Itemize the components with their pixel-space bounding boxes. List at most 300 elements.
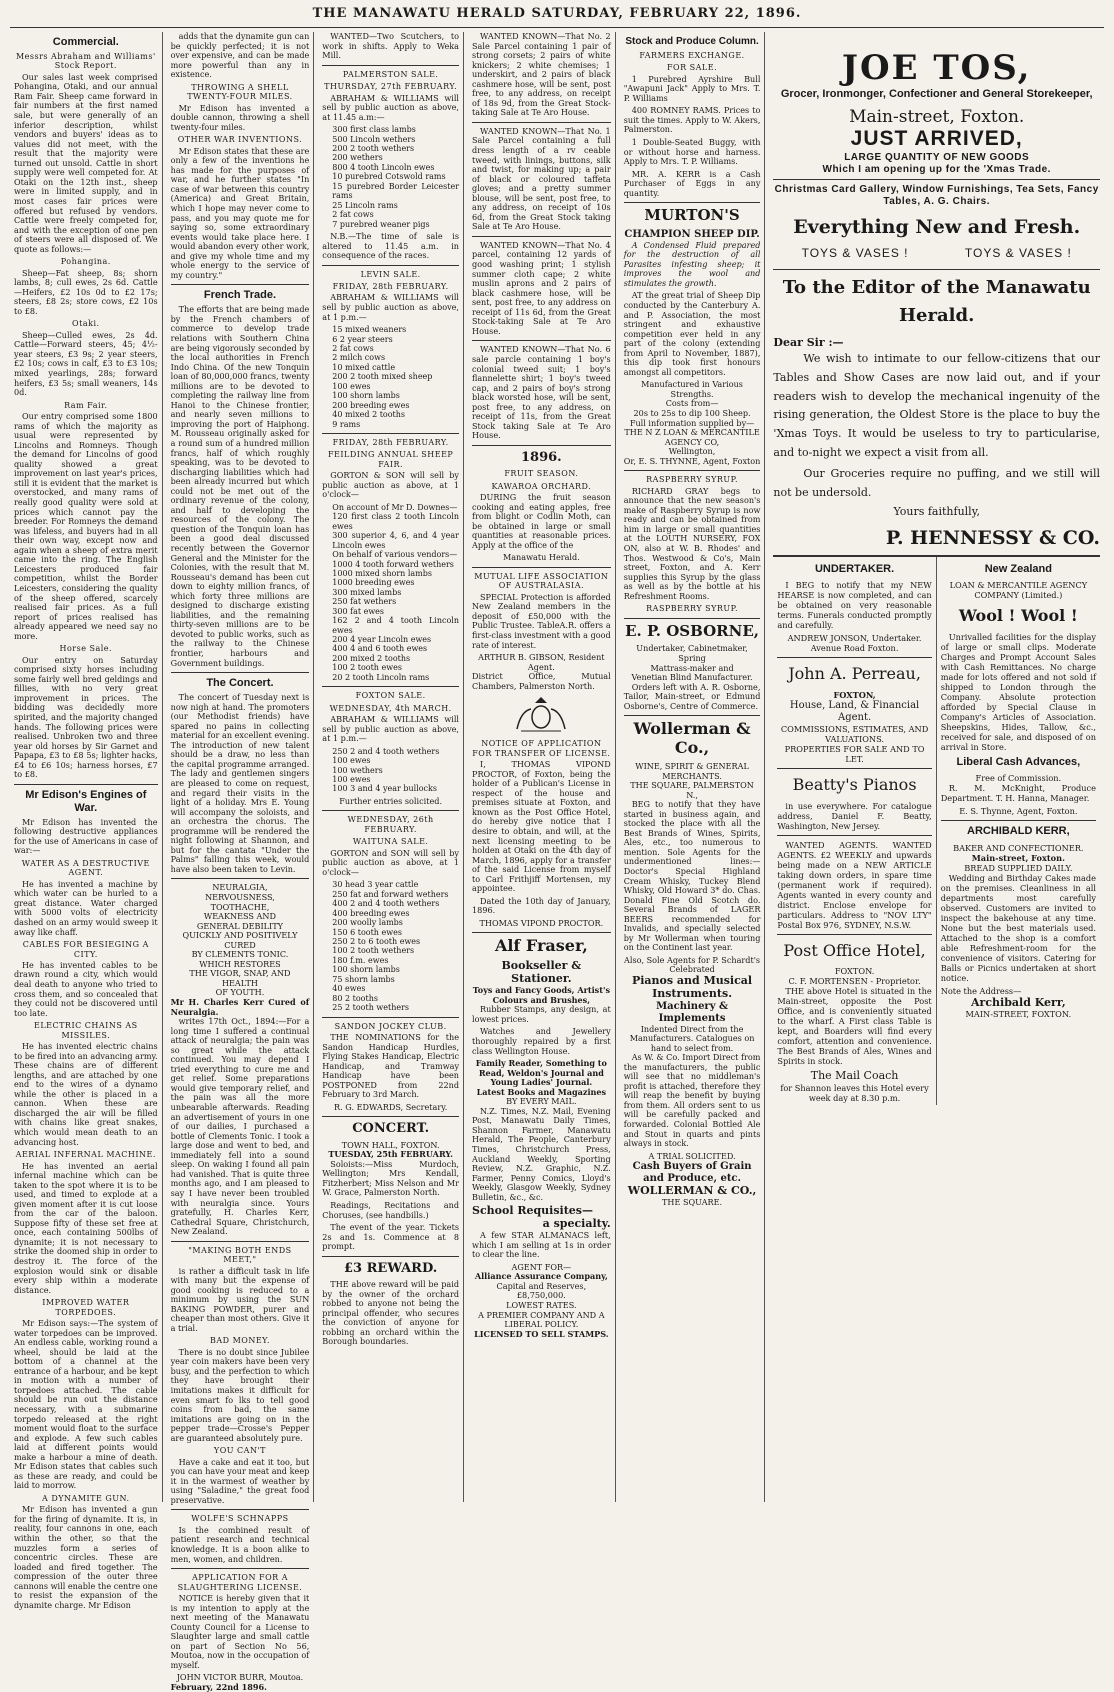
divider [624,202,761,203]
wollerman-head: Wollerman & Co., [633,719,751,758]
sale-ayrshire: 1 Purebred Ayrshire Bull "Awapuni Jack" Apply to Mrs. T. P. Williams [623,73,761,103]
divider [624,470,761,471]
divider [472,236,611,237]
clements-line: BY CLEMENTS TONIC. [191,949,289,960]
agent-company: Alliance Assurance Company, [474,1271,608,1282]
sale-buggy: 1 Double-Seated Buggy, with or without horse and harness. Apply to Mrs. T. P. Williams. [623,136,761,167]
notice-text: I, THOMAS VIPOND PROCTOR, of Foxton, being the holder of a Publican's License in respect of the house and premises situate at Foxton, and known as the Post Office Hotel, do hereby give notice that I desire to obtain, and will, at the next licensing meeting to be holden at Otaki on the 4th day of March, 1896, apply for a transfer of the said License from myself to Carl Frithjiff Mortensen, my appointee. [472,759,611,894]
mail-coach-text: for Shannon leaves this Hotel every week day at 8.30 p.m. [780,1082,929,1103]
divider [322,1116,459,1117]
concert-head: CONCERT. [352,1121,430,1137]
post-office-text: THE above Hotel is situated in the Main-street, opposite the Post Office, and is conveniently situated to the wharf. A First class Table is kept, and Boarders will find every comfort, attention and convenience. The Best Brands of Ales, Wines and Spirits in stock. [777,986,932,1067]
list-item: 250 fat wethers [332,597,397,607]
gun-text: Mr Edison has invented a gun for the firing of dynamite. It is, in reality, four cannons in one, each within the other, so that the muzzles form a series of concentric circles. These are loaded and fired together. The compression of the outer three cannons will enable the centre one to resist the expansion of the dynamite charge. Mr Edison [14,1504,158,1610]
list-item: 1000 breeding ewes [332,578,415,588]
agent-rates: LOWEST RATES. [506,1300,577,1311]
beatty-text: in use everywhere. For catalogue address, Daniel F. Beatty, Washington, New Jersey. [777,800,932,831]
divider [171,1568,310,1569]
list-item: 400 4 and 6 tooth ewes [332,644,428,654]
alf-mail: BY EVERY MAIL. [506,1096,577,1107]
shell-text: Mr Edison has invented a double cannon, throwing a shell twenty-four miles. [170,102,310,132]
chains-head: ELECTRIC CHAINS AS MISSILES. [33,1021,138,1040]
clements-line: NEURALGIA, [212,882,268,893]
kerr-text: Wedding and Birthday Cakes made on the premises. Cleanliness in all departments most carefully observed. Customers are invited to inspect the bakehouse at any time. None but the best materials used. Attached to the shop is a comfort able Refreshment-room for the convenience of visitors. Catering for Balls or Picnics undertaken at short notice. [940,872,1096,983]
kerr-eggs: MR. A. KERR is a Cash Purchaser of Eggs in any quantity. [623,168,761,198]
perreau-prop: PROPERTIES FOR SALE AND TO LET. [784,744,925,765]
divider [322,686,459,687]
column-5 [620,32,766,1502]
christmas-gallery: Christmas Card Gallery, Window Furnishings, Tea Sets, Fancy Tables, A. G. Chairs. [774,184,1099,208]
toys-vases-right: TOYS & VASES ! [964,246,1072,261]
list-item: 100 ewes [332,381,371,391]
perreau-text: House, Land, & Financial Agent. [789,700,920,724]
commercial-title: Commercial. [52,36,119,48]
palmerston-list [332,125,459,229]
post-office-place: FOXTON. [834,966,875,977]
divider [322,1256,459,1257]
kerr-sub: BAKER AND CONFECTIONER. [953,842,1084,853]
list-item: 200 4 year Lincoln ewes [332,635,432,645]
divider [773,179,1100,180]
joe-tos-trade: Grocer, Ironmonger, Confectioner and General Storekeeper, [780,88,1093,101]
osborne-line2: Mattrass-maker and [650,662,734,673]
list-item: 250 2 and 4 tooth wethers [332,746,440,756]
wollerman-cash: Cash Buyers of Grain and Produce, etc. [632,1161,752,1185]
concert-soloists: Soloists:—Miss Murdoch, Wellington; Mrs Kendall, Fitzherbert; Miss Nelson and Mr W. Grace, Palmerston North. [322,1158,460,1198]
kerr-addr: Main-street, Foxton. [971,852,1065,863]
perreau-head: John A. Perreau, [788,664,921,684]
mutual-head: MUTUAL LIFE ASSOCIATION OF AUSTRALASIA. [474,571,609,591]
list-item: 2 fat cows [332,344,374,353]
wollerman-machinery-text: Indented Direct from the Manufacturers. Catalogues on hand to select from. [629,1023,755,1053]
post-office-head: Post Office Hotel, [783,940,926,960]
divider [171,1509,310,1510]
farmers-exchange: FARMERS EXCHANGE. [639,50,745,60]
agent-head: AGENT FOR— [511,1261,572,1272]
slaughter-sig: JOHN VICTOR BURR, Moutoa. [176,1672,304,1683]
column-4 [468,32,616,1502]
undertaker-text: I BEG to notify that my NEW HEARSE is now completed, and can be obtained on very reasonable terms. Funerals conducted promptly and carefully. [777,580,932,631]
list-item: 15 mixed weaners [332,325,407,335]
divider [624,715,761,716]
list-item: 25 Lincoln rams [332,200,398,210]
list-item: 40 mixed 2 tooths [332,410,406,420]
for-sale: FOR SALE. [666,63,718,73]
waituna-date: WEDNESDAY, 26th FEBRUARY. [347,815,434,834]
lower-right [937,557,1100,1105]
alf-fraser-sub: Bookseller & Stationer. [501,959,582,986]
list-item: 2 milch cows [332,353,386,363]
divider [171,672,310,673]
divider [322,1017,459,1018]
wolfe-text: Is the combined result of patient research and technical knowledge. It is a boon alike to men, women, and children. [170,1524,310,1564]
nz-text: Unrivalled facilities for the display of large or small clips. Moderate Charges and Prompt Account Sales with Cash Remittances. No charge made for lots offered and not sold if shipped to London through the Company. Absolute protection afforded by Special Clause in Company's Articles of Association. Sheepskins, Hides, Tallow, &c., received for sale, and disposed of on arrival in Store. [940,632,1096,752]
waituna-text: GORTON and SON will sell by public auction as above, at 1 o'clock— [322,847,460,877]
agent-extra: A PREMIER COMPANY AND A LIBERAL POLICY. [478,1309,605,1330]
alf-toys: Toys and Fancy Goods, Artist's Colours and Brushes, [472,985,611,1005]
torpedo-head: IMPROVED WATER TORPEDOES. [42,1298,130,1317]
levin-head: LEVIN SALE. [360,269,421,279]
cables-head: CABLES FOR BESIEGING A CITY. [22,940,149,959]
raspberry-foot: RASPBERRY SYRUP. [646,604,738,614]
list-item: 1000 mixed shorn lambs [332,568,432,578]
list-item: 2 fat cows [332,210,374,220]
pohangina-text: Sheep—Fat sheep, 8s; shorn lambs, 8; cull ewes, 2s 6d. Cattle—Heifers, £2 10s 0d to £2 17s; steers, £8 2s; store cows, £2 10s to £8. [14,267,158,316]
stock-head: Stock and Produce Column. [625,36,759,47]
french-text: The efforts that are being made by the French chambers of commerce to develop trade relations with Southern China are being vigorously seconded by the local authorities in French Indo China. Of the new Tonquin loan of 80,000,000 francs, twenty millions are to be devoted to completing the railway line from Hanoi to the Chinese frontier, and nearly seven millions to improving the port of Haiphong. M. Rousseau originally asked for a round sum of a hundred million francs, half of which roughly speaking, was to be devoted to discharging liabilities which had been already incurred but which could not be met out of the ordinary revenue of the colony, and half to developing the resources of the colony. The question of the Tonquin loan has been a good deal discussed recently between the Governor General and the Minister for the Colonies, with the result that M. Rousseau's demand has been cut down to eighty million francs, of which forty three millions are designed to discharge existing liabilities, and the remaining thirty-seven millions are to be devoted to public works, such as the railway to the Chinese frontier, harbours and Government buildings. [170,304,310,668]
divider [472,445,611,446]
joe-tos-addr: Main-street, Foxton. [849,107,1025,128]
alf-fraser-head: Alf Fraser, [494,936,588,956]
letter-para-2: Our Groceries require no puffing, and we still will not be undersold. [773,467,1100,500]
notice-sig: THOMAS VIPOND PROCTOR. [479,917,604,928]
french-title: French Trade. [203,289,277,302]
masthead: THE MANAWATU HERALD SATURDAY, FEBRUARY 22, 1896. [10,6,1104,28]
feilding-text: GORTON & SON will sell by public auction as above, at 1 o'clock— [322,470,460,500]
editor-head: To the Editor of the Manawatu Herald. [782,276,1091,327]
concert-date: TUESDAY, 25th FEBRUARY. [328,1149,453,1160]
gun-head: A DYNAMITE GUN. [42,1493,130,1503]
stock-report-text: Our sales last week comprised Pohangina, Otaki, and our annual Ram Fair. Sheep came forward in fair numbers at the first named sale, but were generally of an inferior description, whilst vendors and buyers' ideas as to values did not meet, with the result that the majority were turned out unsold. Cattle in short supply were well competed for. At Otaki on the 12th inst., sheep were in limited supply, and in most cases fair prices were offered but refused by vendors. Cattle were freely competed for, and with the exception of one pen of steers were all disposed of. We quote as follows:— [14,71,158,254]
list-item: 6 2 year steers [332,334,393,344]
osborne-head: E. P. OSBORNE, [625,621,759,640]
yours-faithfully: Yours faithfully, [893,504,980,518]
murton-sub: CHAMPION SHEEP DIP. [624,228,760,240]
divider [14,784,158,785]
palmerston-head: PALMERSTON SALE. [342,69,439,79]
divider [171,284,310,285]
wanted-known-4: WANTED KNOWN—That No. 4 parcel, containing 12 yards of good washing print; 1 stylish summer cloth cape; 2 white muslin aprons and 2 pairs of black cashmere hose, will be sent, post free, to any address on receipt of 11s 6d, from the Great Stock-taking Sale at Te Aro House. [472,239,611,336]
fruit-orchard: KAWAROA ORCHARD. [491,481,592,491]
xmas-trade: Which I am opening up for the 'Xmas Trade. [822,163,1051,175]
concert-title: The Concert. [206,677,274,690]
list-item: 10 purebred Cotswold rams [332,172,446,182]
column-2 [167,31,315,1692]
list-item: 250 fat and forward wethers [332,889,449,899]
clements-line: NERVOUSNESS, [205,892,275,902]
levin-text: ABRAHAM & WILLIAMS will sell by public auction as above, at 1 p.m.— [322,292,460,322]
levin-list [332,325,459,429]
aerial-head: AERIAL INFERNAL MACHINE. [15,1150,156,1160]
divider [941,820,1096,821]
kerr-foot: MAIN-STREET, FOXTON. [965,1009,1072,1020]
water-head: WATER AS A DESTRUCTIVE AGENT. [21,858,150,878]
alf-books: Latest Books and Magazines [476,1086,607,1097]
murton-company: THE N Z LOAN & MERCANTILE AGENCY CO, [624,427,760,447]
cables-text: He has invented cables to be drawn round a city, which would deal death to anyone who tried to cross them, and so concealed that they could not be discovered until too late. [14,959,158,1018]
murton-mfg: Manufactured in Various Strengths. [641,379,743,399]
licensed-stamps: LICENSED TO SELL STAMPS. [474,1328,609,1339]
divider [624,618,761,619]
clements-line: WHICH RESTORES [199,958,281,969]
foxton-text: ABRAHAM & WILLIAMS will sell by public auction as above, at 1 p.m.— [322,714,460,744]
beatty-head: Beatty's Pianos [792,775,917,795]
concert-event: The event of the year. Tickets 2s and 1s. Commence at 8 prompt. [322,1222,460,1252]
kerr-note: Note the Address— [940,985,1022,996]
edison-intro: Mr Edison has invented the following destructive appliances for the use of Americans in case of war:— [14,816,158,856]
lower-left [773,557,936,1105]
columns [10,31,1104,1692]
divider [777,934,931,935]
list-item: 200 2 tooth wethers [332,144,415,154]
divider [322,810,459,811]
undertaker-head: UNDERTAKER. [814,563,895,576]
foxton-head: FOXTON SALE. [355,691,426,701]
fruit-text: DURING the fruit season cooking and eating apples, free from blight or Codlin Moth, can be obtained in large or small quantities at reasonable prices. Apply at the office of the [472,492,611,550]
feilding-date: FRIDAY, 28th FEBRUARY. [332,437,449,447]
notice-head: NOTICE OF APPLICATION FOR TRANSFER OF LICENSE. [472,739,611,758]
foxton-list [332,747,459,794]
mutual-addr: District Office, Mutual Chambers, Palmerston North. [472,671,611,691]
letter-para-1: We wish to intimate to our fellow-citizens that our Tables and Show Cases are now laid out, and if your readers wish to develop the mechanical ingenuity of the rising generation, the Oldest Store is the place to buy the 'Xmas Toys. It would be useless to try to particularise, and to-night we expect a visit from all. [773,352,1100,459]
agents-text: WANTED AGENTS. WANTED AGENTS. £2 WEEKLY and upwards being made on a NEW ARTICLE taking down orders, in spare time (permanent work if required). Agents wanted in every county and district. Enclose envelope for particulars. Address to "NOV LTY" Postal Box 976, SYDNEY, N.S.W. [777,839,932,930]
list-item: 250 2 to 6 tooth ewes [332,937,421,947]
edison-title: Mr Edison's Engines of War. [25,788,147,814]
cant-head: YOU CAN'T [213,1446,266,1456]
royal-coat-of-arms-icon [511,695,571,735]
notice-date: Dated the 10th day of January, 1896. [472,895,611,916]
nz-company: LOAN & MERCANTILE AGENCY COMPANY (Limited.) [949,580,1088,601]
waituna-list [332,880,459,1012]
murton-price: 20s to 25s to dip 100 Sheep. [633,408,751,419]
divider [777,835,931,836]
fruit-year: 1896. [521,449,562,465]
murton-costs: Costs from— [665,398,719,409]
school-text: A few STAR ALMANACS left, which I am selling at 1s in order to clear the line. [472,1230,611,1260]
lower-ads [773,555,1100,1105]
raspberry-text: RICHARD GRAY begs to announce that the new season's make of Raspberry Syrup is now ready and can be obtained from him in large or small quantities at the LOUTH NURSERY, FOX ON, also at W. B. Rhodes' and Thos. Westwood & Co's, Main street, Foxton, and A. Kerr supplies this Syrup by the glass as well as by the bottle at his Refreshment Rooms. [623,485,761,601]
foxton-date: WEDNESDAY, 4th MARCH. [329,703,452,713]
fruit-head: FRUIT SEASON. [504,469,579,479]
list-item: 100 3 and 4 year bullocks [332,784,437,794]
torpedo-text: Mr Edison says:—The system of water torpedoes can be improved. An endless cable, working round a wheel, should be laid at the bottom of a channel at the entrance of a harbour, and be kept in motion with a number of torpedoes attached. The cable should be run out the distance necessary, with a submarine torpedo released at the right moment would float to the surface and explode. A few such cables laid at different points would make a harbour a mine of death. Mr Edison states that cables such as these are ready, and could be laid to morrow. [14,1318,158,1491]
reward-text: THE above reward will be paid by the owner of the orchard robbed to anyone not being the principal offender, who secures the conviction of anyone for robbing an orchard within the Borough boundaries. [322,1279,460,1347]
list-item: 100 ewes [332,756,371,766]
list-item: 1000 4 tooth forward wethers [332,559,454,569]
list-item: 100 2 tooth wethers [332,946,415,956]
joe-tos-head: JOE TOS, [841,48,1032,88]
murton-italic: A Condensed Fluid prepared for the destruction of all Parasites infesting sheep; it improves the wool and stimulates the growth. [623,239,761,288]
kerr-bread: BREAD SUPPLIED DAILY. [964,862,1073,873]
osborne-line1: Undertaker, Cabinetmaker, Spring [636,643,748,663]
clements-line: QUICKLY AND POSITIVELY CURED [182,930,298,950]
wollerman-square: THE SQUARE. [662,1196,723,1207]
slaughter-head: APPLICATION FOR A SLAUGHTERING LICENSE. [177,1573,303,1592]
horse-sale-text: Our entry on Saturday comprised sixty horses including some fairly well bred geldings and fillies, with no very great improvement in prices. The bidding was decidedly more spirited, and the majority changed hands. The following prices were realised. Unbroken two and three year old horses by Sir Garnet and Papapa, £3 to £8 5s; lighter hacks, £4 to £6 10s; harness horses, £7 to £8. [14,654,158,780]
wanted-known-6: WANTED KNOWN—That No. 6 sale parcle containing 1 boy's colonial tweed suit; 1 boy's flannelette shirt; 1 boy's tweed cap, and 2 pairs of boy's strong black worsted hose, will be sent, post free, to any address, on receipt of 11s, from the Great Stock taking Sale at Te Aro House. [472,344,611,441]
list-item: 162 2 and 4 tooth Lincoln ewes [332,616,460,635]
list-item: 100 wethers [332,765,383,775]
liberal-head: Liberal Cash Advances, [956,756,1081,768]
dear-sir: Dear Sir :— [773,336,844,350]
column-6 [769,32,1104,1502]
chains-text: He has invented electric chains to be fired into an advancing army. These chains are of different lengths, and are attached by one end to the wires of a dynamo while the other is placed in a cannon. When these are discharged the air will be filled with chains like great snakes, which would mean death to an advancing host. [14,1041,158,1147]
alf-watches: Watches and Jewellery thoroughly repaired by a first class Wellington House. [472,1026,611,1056]
divider [322,65,459,66]
list-item: 200 mixed 2 tooths [332,653,411,663]
wanted-known-1: WANTED KNOWN—That No. 1 Sale Parcel containing a full dress length of a rv ceable tweed, with linings, buttons, silk and twist, for making up; a pair of black or coloured taffeta gloves; and a pretty summer blouse, will be sent, post free, to any address, on receipt of 10s 6d, from the Great Stock taking Sale at Te Aro House. [472,125,611,232]
kerr-head: Mr H. Charles Kerr Cured of Neuralgia. [170,997,310,1017]
palmerston-note: N.B.—The time of sale is altered to 11.45 a.m. in consequence of the races. [322,230,460,261]
list-item: 200 woolly lambs [332,918,403,928]
meet-text: is rather a difficult task in life with many but the expense of good cooking is reduced to a minimum by using the SUN BAKING POWDER, purer and cheaper than most others. Give it a trial. [170,1265,310,1333]
wollerman-addr: THE SQUARE, PALMERSTON N., [630,780,754,800]
palmerston-text: ABRAHAM & WILLIAMS will sell by public auction as above, at 11.45 a.m:— [322,92,460,122]
bad-money-head: BAD MONEY. [209,1336,270,1346]
otaki-head: Otaki. [72,319,100,329]
list-item: On account of Mr D. Downes— [332,502,458,512]
list-item: 500 Lincoln wethers [332,134,416,144]
clements-line: OF YOUTH. [215,987,265,998]
list-item: 300 fat ewes [332,606,385,616]
kerr-head: ARCHIBALD KERR, [967,825,1070,838]
list-item: 75 shorn lambs [332,974,395,984]
divider [171,1241,310,1242]
cant-text: Have a cake and eat it too, but you can have your meat and keep it in the warmest of weather by using "Saladine," the great food preservative. [170,1456,310,1505]
list-item: 180 f.m. ewes [332,955,389,965]
raspberry-head: RASPBERRY SYRUP. [646,475,738,485]
aerial-text: He has invented an aerial infernal machine which can be taken to the spot where it is to be used, and timed to explode at a given moment after it is cut loose from the car of the baloon. Suppose fifty of these set free at once, each containing 500lbs of dynamite; it is not necessary to strike the doomed ship in order to destroy it. The force of the explosion would sink or disable every ship within a moderate distance. [14,1160,158,1295]
slaughter-date: February, 22nd 1896. [170,1681,267,1692]
divider [777,768,931,769]
slaughter-text: NOTICE is hereby given that it is my intention to apply at the next meeting of the Manawatu County Council for a License to Slaughter large and small cattle on part of Section No 56, Moutoa, now in the occupation of myself. [170,1592,310,1670]
meet-head: "MAKING BOTH ENDS MEET," [188,1245,292,1265]
wanted-known-2: WANTED KNOWN—That No. 2 Sale Parcel containing 1 pair of strong corsets; 2 pairs of white knickers; 2 white chemises; 1 underskirt, and 2 pairs of black cashmere hose, will be sent, post free, to any address, on receipt of 18s 9d, from the Great Stock-taking Sale at Te Aro House. [472,31,611,118]
school-sub: a specialty. [542,1217,611,1231]
alf-stamps: Rubber Stamps, any design, at lowest prices. [472,1004,611,1024]
clements-line: TOOTHACHE, [210,901,270,912]
divider [472,122,611,123]
liberal-sub: Free of Commission. [975,773,1062,784]
wollerman-text: BEG to notify that they have started in business again, and stocked the place with all the Best Brands of Wines, Spirits, Ales, etc., too numerous to mention. Sole Agents for the undermentioned lines:— Doctor's Special Highland Cream Whisky, Tuckey Blend Whisky, Old Howard 3* do. Chas. Donald Fine Old Scotch do. Several Brands of LAGER BEERS recommended for Invalids, and specially selected by Mr Wollerman when touring on the Continent last year. [623,799,761,953]
divider [171,878,310,879]
otaki-text: Sheep—Culled ewes, 2s 4d. Cattle—Forward steers, 45; 4½-year steers, £3 9s; 2 year steers, £2 10s; cows in calf, £3 to £3 10s; mixed yearlings, 28s; forward heifers, £3 5s; small weaners, 14s 0d. [14,329,158,398]
edison-cont-text: adds that the dynamite gun can be quickly perfected; it is not over expensive, and can be made more powerful than any in existence. [170,31,310,80]
list-item: 30 head 3 year cattle [332,880,419,890]
wollerman-agents: Also, Sole Agents for P. Schardt's Celebrated [624,954,761,975]
wollerman-sub: WINE, SPIRIT & GENERAL MERCHANTS. [635,761,749,781]
toys-vases-row [773,246,1100,260]
list-item: 400 2 and 4 tooth wethers [332,899,440,909]
wollerman-trial: A TRIAL SOLICITED. [648,1150,736,1161]
list-item: 150 6 tooth ewes [332,927,402,937]
list-item: 800 4 tooth Lincoln ewes [332,162,435,172]
agent-capital: Capital and Reserves, £8,750,000. [496,1280,587,1301]
wollerman-machinery: Machinery & Implements [656,1000,729,1024]
list-item: 100 2 tooth ewes [332,663,402,673]
column-1 [10,32,163,1610]
nz-agent: E. S. Thynne, Agent, Foxton. [959,806,1078,817]
wool-head: Wool ! Wool ! [958,606,1078,626]
everything-new: Everything New and Fresh. [793,216,1081,239]
list-item: 300 mixed lambs [332,587,402,597]
waituna-head: WAITUNA SALE. [352,837,429,847]
nz-names: R. M. McKnight, Produce Department. T. H. Hanna, Manager. [940,783,1096,804]
jockey-sig: R. G. EDWARDS, Secretary. [334,1101,448,1112]
other-head: OTHER WAR INVENTIONS. [177,135,303,145]
list-item: 200 wethers [332,153,383,163]
list-item: 20 2 tooth Lincoln rams [332,672,430,682]
list-item: 120 first class 2 tooth Lincoln ewes [332,512,460,531]
concert-readings: Readings, Recitations and Choruses, (see handbills.) [322,1199,460,1220]
list-item: 100 shorn lambs [332,965,400,975]
mutual-text: SPECIAL Protection is afforded New Zealand members in the deposit of £50,000 with the Public Trustee. TableA.R. offers a first-class investment with a good rate of interest. [472,591,611,650]
murton-head: MURTON'S [644,206,740,225]
list-item: 10 mixed cattle [332,362,396,372]
just-arrived: JUST ARRIVED, [850,127,1023,151]
divider [777,657,931,658]
murton-place: Wellington, [668,446,716,457]
divider [472,567,611,568]
kerr-sig: Archibald Kerr, [971,995,1066,1009]
other-text: Mr Edison states that these are only a few of the inventions he has made for the purposes of war, and he further states "In case of war between this country (America) and Great Britain, which I hope may never come to pass, and you may quote me for saying so, some extraordinary events would take place here. I would abandon every other work, and give my whole time and my whole energy to the service of my country." [170,145,310,280]
murton-info: Full information supplied by— [629,417,755,428]
clements-line: WEAKNESS AND [203,911,276,922]
wollerman-text2: As W. & Co. Import Direct from the manufacturers, the public will see that no middleman's profit is attached, therefore they will reap the benefit by buying from them. All orders sent to us will be carefully packed and forwarded. Colonial Bottled Ale and Stout in quarts and pints always in stock. [623,1052,761,1149]
letter-body [773,350,1100,503]
osborne-orders: Orders left with A. R. Osborne, Tailor, Main-street, or Edmund Osborne's, Centre of Commerce. [623,681,761,711]
horse-sale-head: Horse Sale. [59,644,113,654]
pohangina-head: Pohangina. [60,257,111,267]
mail-coach-head: The Mail Coach [810,1069,899,1083]
murton-text: AT the great trial of Sheep Dip conducted by the Canterbury A. and P. Association, the most stringent and exhaustive competition ever held in any part of the colony (extending from April to November, 1887), this dip took first honours amongst all competitors. [623,290,761,377]
stock-report-title: Messrs Abraham and Williams' Stock Report. [15,51,156,71]
feilding-head: FEILDING ANNUAL SHEEP FAIR. [328,450,454,469]
concert-place: TOWN HALL, FOXTON. [341,1139,440,1150]
wollerman-pianos: Pianos and Musical Instruments. [631,974,753,1000]
palmerston-date: THURSDAY, 27th FEBRUARY. [324,82,458,92]
list-item: 7 purebred weaner pigs [332,219,430,229]
reward-head: £3 REWARD. [343,1260,438,1276]
list-item: 300 first class lambs [332,125,416,135]
concert-text: The concert of Tuesday next is now nigh at hand. The promoters (our Methodist friends) have spared no pains in collecting material for an excellent evening. The introduction of new talent should be a draw, no less than the capital programme arranged. The lady and gentlemen singers are pleased to come on request, and regard their visits in the light of a holiday. Mrs E. Young will accompany the soloists, and an orchestra the chorus. The programme will be rendered the night following at Shannon, and but for the cantata "Under the Palms" falling this week, would have also been taken to Levin. [170,692,310,874]
fruit-sig: Manawatu Herald. [502,552,580,563]
column-3 [318,32,464,1502]
jockey-text: THE NOMINATIONS for the Sandon Handicap Hurdles, Flying Stakes Handicap, Electric Handicap, and Tramway Handicap have been POSTPONED from 22nd February to 3rd March. [322,1031,460,1100]
school-head: School Requisites— [472,1204,593,1218]
list-item: 25 2 tooth wethers [332,1003,410,1013]
murton-agent: Or, E. S. THYNNE, Agent, Foxton [623,455,761,466]
osborne-line3: Venetian Blind Manufacturer. [631,672,753,683]
hennessy-sig: P. HENNESSY & CO. [885,526,1100,549]
list-item: 80 2 tooths [332,993,378,1003]
list-item: 200 2 tooth mixed sheep [332,372,433,382]
shell-head: THROWING A SHELL TWENTY-FOUR MILES. [187,82,293,102]
list-item: 100 shorn lambs [332,391,400,401]
wollerman-foot: WOLLERMAN & CO., [627,1183,757,1197]
post-office-prop: C. F. MORTENSEN - Proprietor. [788,976,921,987]
wanted-scutchers: WANTED—Two Scutchers, to work in shifts. Apply to Weka Mill. [322,31,460,61]
jockey-head: SANDON JOCKEY CLUB. [334,1021,447,1031]
list-item: 400 breeding ewes [332,908,410,918]
list-item: On behalf of various vendors— [332,550,458,560]
divider [322,265,459,266]
alf-papers: N.Z. Times, N.Z. Mail, Evening Post, Manawatu Daily Times, Shannon Farmer, Manawatu Herald, The People, Canterbury Times, Christchurch Press, Auckland Weekly, Sporting Review, N.Z. Graphic, N.Z. Farmer, Penny Comics, Lloyd's Weekly, Glasgow Weekly, Sydney Bulletin, &c., &c. [472,1105,611,1202]
levin-date: FRIDAY, 28th FEBRUARY. [332,282,449,292]
large-quantity: LARGE QUANTITY OF NEW GOODS [844,151,1030,163]
bad-money-text: There is no doubt since Jubilee year coin makers have been very busy, and the perfection to which they have brought their imitations makes it difficult for even smart fo lks to tell good coins from bad, the same imitations are going on in the pepper trade—Crosse's Pepper are guaranteed absolutely pure. [170,1346,310,1443]
foxton-note: Further entries solicited. [339,795,443,806]
undertaker-sig: ANDREW JONSON, Undertaker. Avenue Road Foxton. [787,633,922,654]
divider [472,340,611,341]
divider [322,433,459,434]
kerr-text: writes 17th Oct., 1894:—For a long time I suffered a continual attack of neuralgia; the pain was so great while the attack continued. You may depend I tried everything to cure me and get relief. Some preparations would give temporary relief, and the pain was all the more unbearable afterwards. Reading an advertisement of yours in one of our dailies, I purchased a bottle of Clements Tonic. I took a large dose and went to bed, and immediately fell into a sound sleep. On waking I found all pain had vanished. That is quite three months ago, and I am pleased to say I have never been troubled with neuralgia since. Yours gratefully, H. Charles Kerr, Cathedral Square, Christchurch, New Zealand. [170,1016,310,1237]
list-item: 200 breeding ewes [332,400,410,410]
water-text: He has invented a machine by which water can be hurled to a great distance. Water charged with 5000 volts of electricity dashed on an army would sweep it away like chaff. [14,878,158,937]
toys-vases-left: TOYS & VASES ! [801,246,909,261]
clements-line: GENERAL DEBILITY [196,920,283,931]
list-item: 15 purebred Border Leicester rams [332,181,460,201]
